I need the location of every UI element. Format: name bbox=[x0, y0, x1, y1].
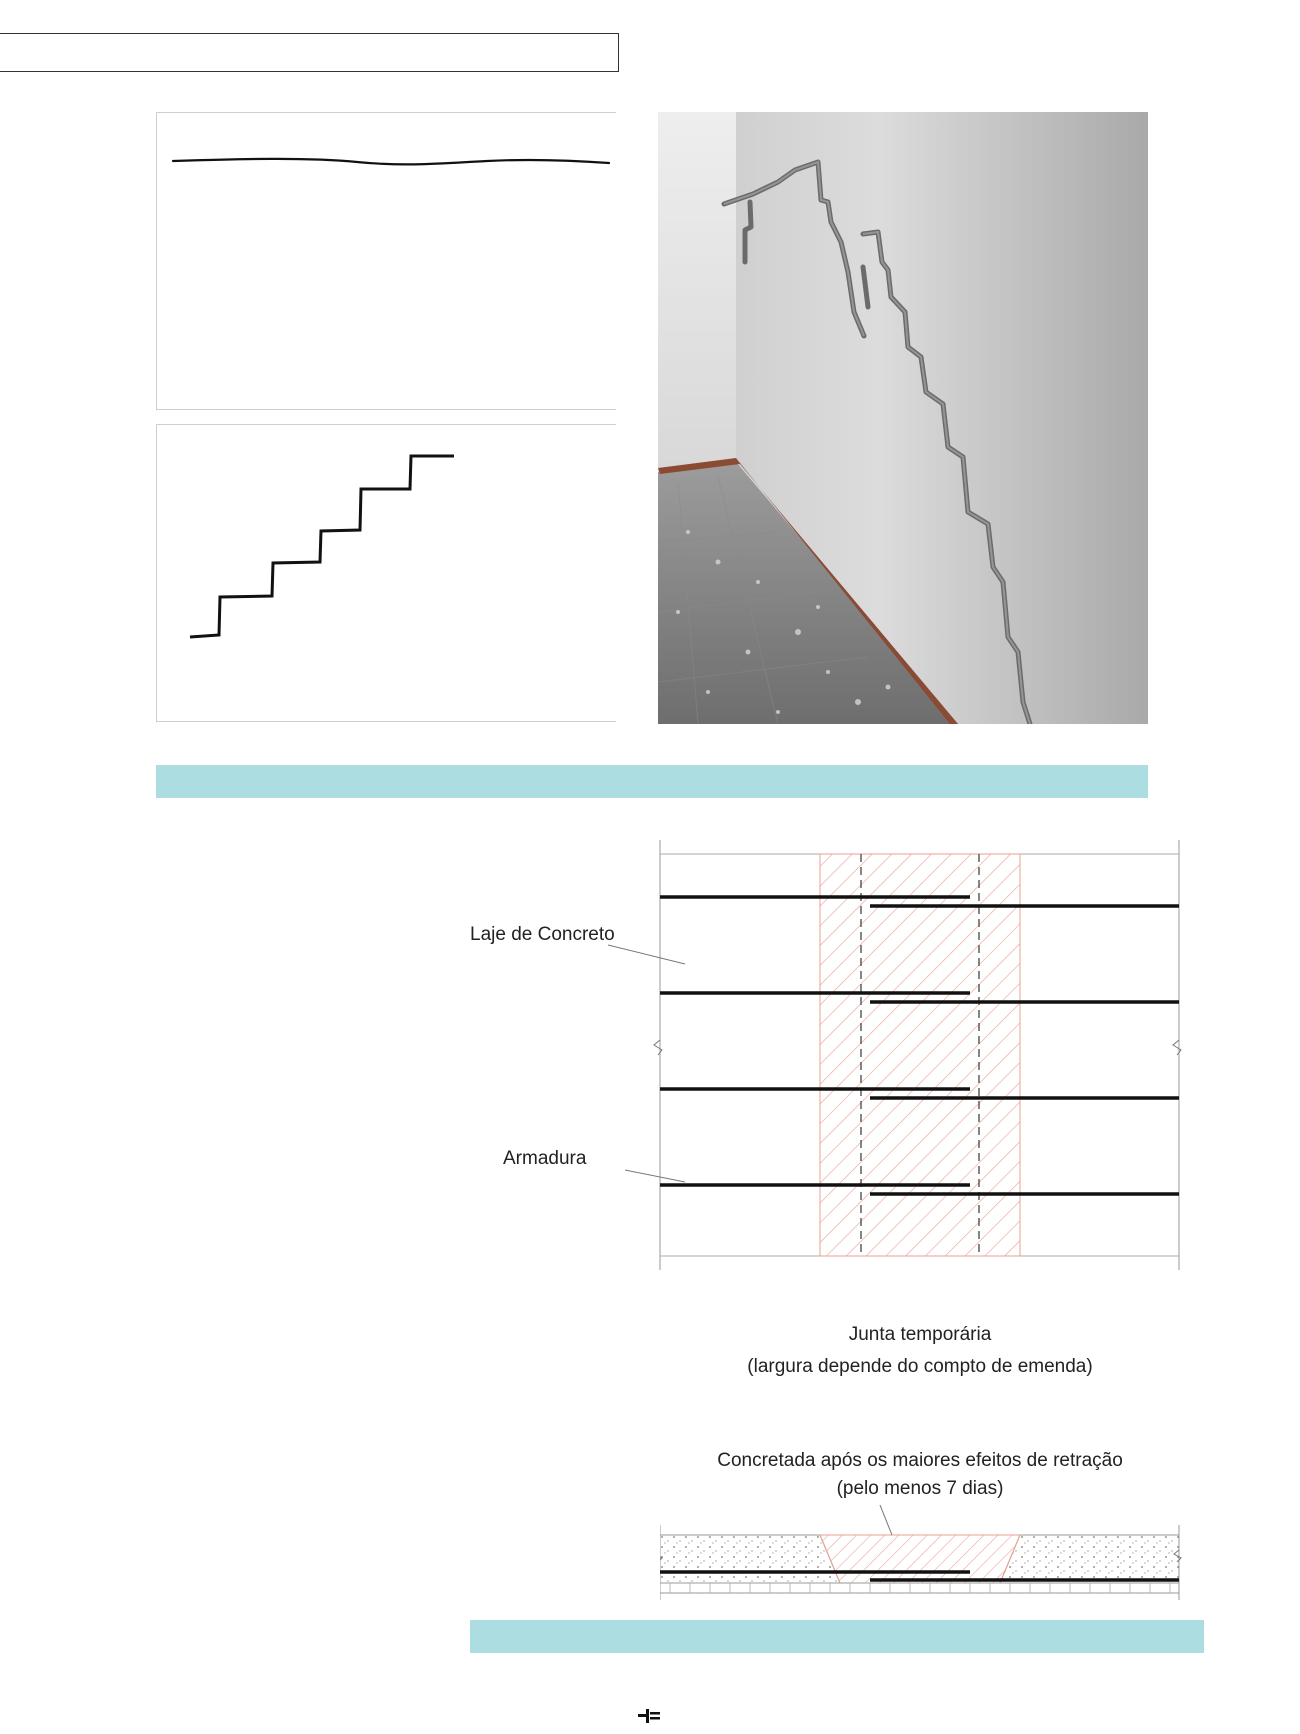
stepped-crack-sketch bbox=[156, 424, 616, 722]
caption-bar-figure-2 bbox=[470, 1620, 1204, 1653]
temporary-joint-plan-drawing bbox=[460, 830, 1200, 1270]
label-slab: Laje de Concreto bbox=[470, 924, 615, 945]
cracked-wall-photo bbox=[658, 112, 1148, 724]
label-temporary-joint: Junta temporária bbox=[848, 1324, 992, 1345]
header-box bbox=[0, 33, 619, 72]
temporary-joint-section-drawing bbox=[660, 1505, 1200, 1605]
label-joint-width: (largura depende do compto de emenda) bbox=[747, 1356, 1093, 1377]
label-at-least-7-days: (pelo menos 7 dias) bbox=[836, 1478, 1004, 1499]
page-mark-icon bbox=[637, 1707, 661, 1725]
label-rebar: Armadura bbox=[503, 1148, 587, 1169]
horizontal-crack-sketch bbox=[156, 112, 616, 410]
label-concreted-after: Concretada após os maiores efeitos de retração bbox=[717, 1450, 1123, 1471]
caption-bar-figure-1 bbox=[156, 765, 1148, 798]
